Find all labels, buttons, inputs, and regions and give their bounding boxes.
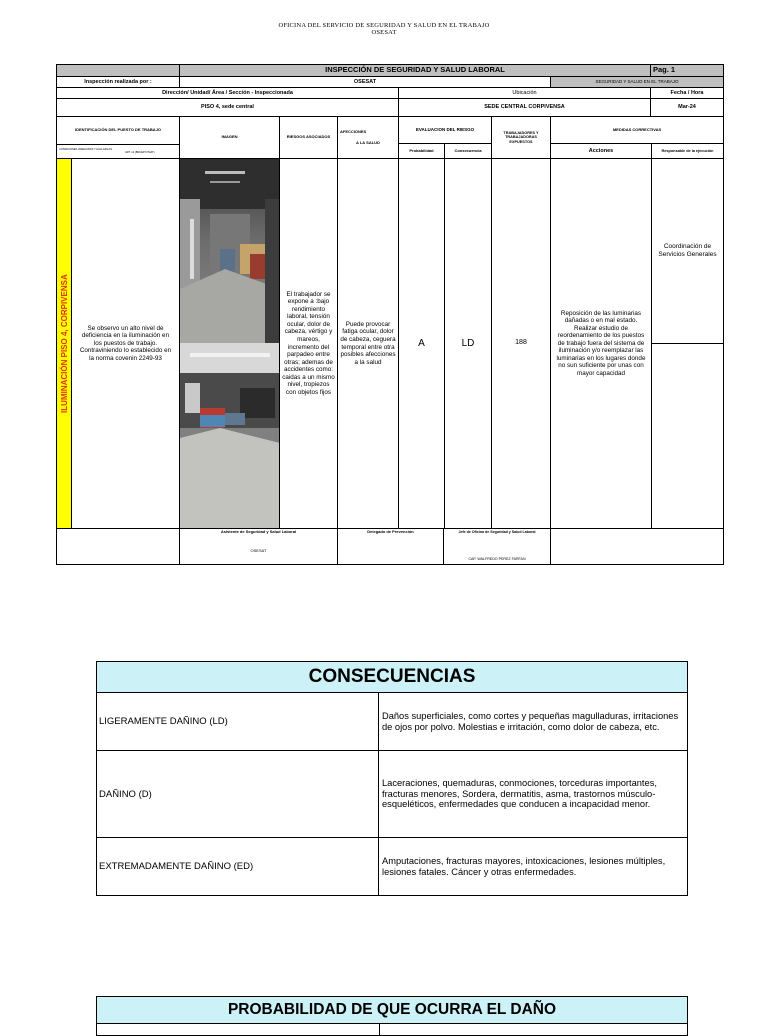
row-trabajadores: 188 [491, 158, 551, 529]
col-evaluacion: EVALUACION DEL RIESGO [398, 116, 492, 144]
office-photo-1 [180, 159, 280, 343]
row-responsable: Coordinación de Servicios Generales [651, 158, 724, 344]
row-riesgos: El trabajador se expone a :bajo rendimiento laboral, tensión ocular, dolor de cabeza, vértigo y mareos, incremento del parpadeo entre otras; ademas de accidentes como: caidas a un mismo nivel, tropiezos con objetos fijos [279, 158, 338, 529]
probabilidad-table [96, 996, 688, 1036]
consecuencias-table [96, 661, 688, 896]
form-title: INSPECCIÓN DE SEGURIDAD Y SALUD LABORAL [179, 64, 651, 77]
col-afecciones-line1: AFECCIONES [340, 128, 367, 134]
probabilidad-col-divider [379, 1023, 380, 1035]
sign-asistente-title: Asistente de Seguridad y Salud Laboral [220, 529, 297, 534]
col-imagen: IMAGEN [179, 116, 280, 159]
fecha-value: Mar-24 [650, 98, 724, 117]
inspeccion-value: OSESAT [179, 76, 551, 88]
sub-probabilidad: Probabilidad [398, 143, 445, 159]
sub-acciones: Acciones [550, 143, 652, 159]
sign-blank-right [550, 528, 724, 565]
fecha-label: Fecha / Hora [650, 87, 724, 99]
office-photo-2 [180, 343, 280, 529]
consecuencia-label: EXTREMADAMENTE DAÑINO (ED) [97, 838, 379, 895]
sub-art-text: ART. 12 (BRUEPCYMAT) [125, 150, 155, 154]
ubicacion-label: Ubicación [398, 87, 651, 99]
sign-jefe [443, 528, 551, 565]
sub-responsable: Responsable de la ejecución [651, 143, 724, 159]
col-afecciones [337, 116, 399, 159]
sign-blank [56, 528, 180, 565]
page-number: Pag. 1 [650, 64, 724, 77]
ubicacion-value: SEDE CENTRAL CORPIVENSA [398, 98, 651, 117]
consecuencia-label: LIGERAMENTE DAÑINO (LD) [97, 693, 379, 750]
table-row [97, 837, 687, 895]
office-acronym: OSESAT [371, 29, 397, 36]
row-probabilidad: A [398, 158, 445, 529]
row-consecuencia: LD [444, 158, 492, 529]
sub-condiciones-text: CONDICIONES INSEGURAS Y HALLAZGOS [59, 147, 112, 151]
consecuencias-title: CONSECUENCIAS [97, 662, 687, 692]
sst-label: SEGURIDAD Y SALUD EN EL TRABAJO [550, 76, 724, 88]
sign-delegado: Delegado de Prevención [337, 528, 444, 565]
col-medidas: MEDIDAS CORRECTIVAS [550, 116, 724, 144]
row-side-label: ILUMINACIÓN PISO 4, CORPIVENSA [59, 274, 69, 413]
row-responsable-empty [651, 343, 724, 529]
sign-jefe-title: Jefe de Oficina de Seguridad y Salud Laboral [458, 530, 536, 534]
row-afecciones: Puede provocar fatiga ocular, dolor de cabeza, ceguera temporal entre otra posibles afecciones a la salud [337, 158, 399, 529]
sub-condiciones [56, 144, 180, 159]
row-image-cell [179, 158, 280, 529]
consecuencia-label: DAÑINO (D) [97, 751, 379, 837]
sign-jefe-name: CAP. WALFREDO PEREZ FARFAN [468, 556, 526, 561]
row-hallazgo: Se observo un alto nivel de deficiencia en la iluminación en los puestos de trabajo. Contraviniendo lo establecido en la norma covenin 2249-93 [71, 158, 180, 529]
col-identificacion: IDENTIFICACIÓN DEL PUESTO DE TRABAJO [56, 116, 180, 145]
direccion-value: PISO 4, sede central [56, 98, 399, 117]
col-afecciones-line2: A LA SALUD [356, 139, 380, 145]
consecuencia-desc: Daños superficiales, como cortes y pequeñas magulladuras, irritaciones de ojos por polvo. Molestias e irritación, como dolor de cabeza, etc. [382, 710, 679, 732]
row-side-label-cell [56, 158, 72, 529]
inspeccion-label: Inspección realizada por : [56, 76, 180, 88]
direccion-label: Dirección/ Unidad/ Área / Sección - Inspeccionada [56, 87, 399, 99]
consecuencia-desc: Laceraciones, quemaduras, conmociones, torceduras importantes, fracturas menores, Sordera, dermatitis, asma, trastornos músculo-esqueléticos, enfermedades que conducen a incapacidad menor. [382, 777, 657, 810]
row-acciones: Reposición de las luminarias dañadas o en mal estado. Realizar estudio de reordenamiento de los puestos de trabajo fuera del sistema de iluminación y/o reemplazar las luminarias en los lugares donde no sun suficiente por unas con mayor capacidad [550, 158, 652, 529]
office-name: OFICINA DEL SERVICIO DE SEGURIDAD Y SALUD EN EL TRABAJO [278, 22, 490, 29]
sign-asistente [179, 528, 338, 565]
sign-asistente-org: OSESAT [250, 547, 267, 553]
consecuencia-desc: Amputaciones, fracturas mayores, intoxicaciones, lesiones múltiples, lesiones fatales. Cáncer y otras enfermedades. [382, 855, 666, 877]
col-trabajadores: TRABAJADORES Y TRABAJADORAS EXPUESTOS [491, 116, 551, 159]
table-row [97, 750, 687, 837]
sub-consecuencia: Consecuencia [444, 143, 492, 159]
col-riesgos: RIESGOS ASOCIADOS [279, 116, 338, 159]
probabilidad-title: PROBABILIDAD DE QUE OCURRA EL DAÑO [97, 997, 687, 1023]
table-row [97, 692, 687, 750]
